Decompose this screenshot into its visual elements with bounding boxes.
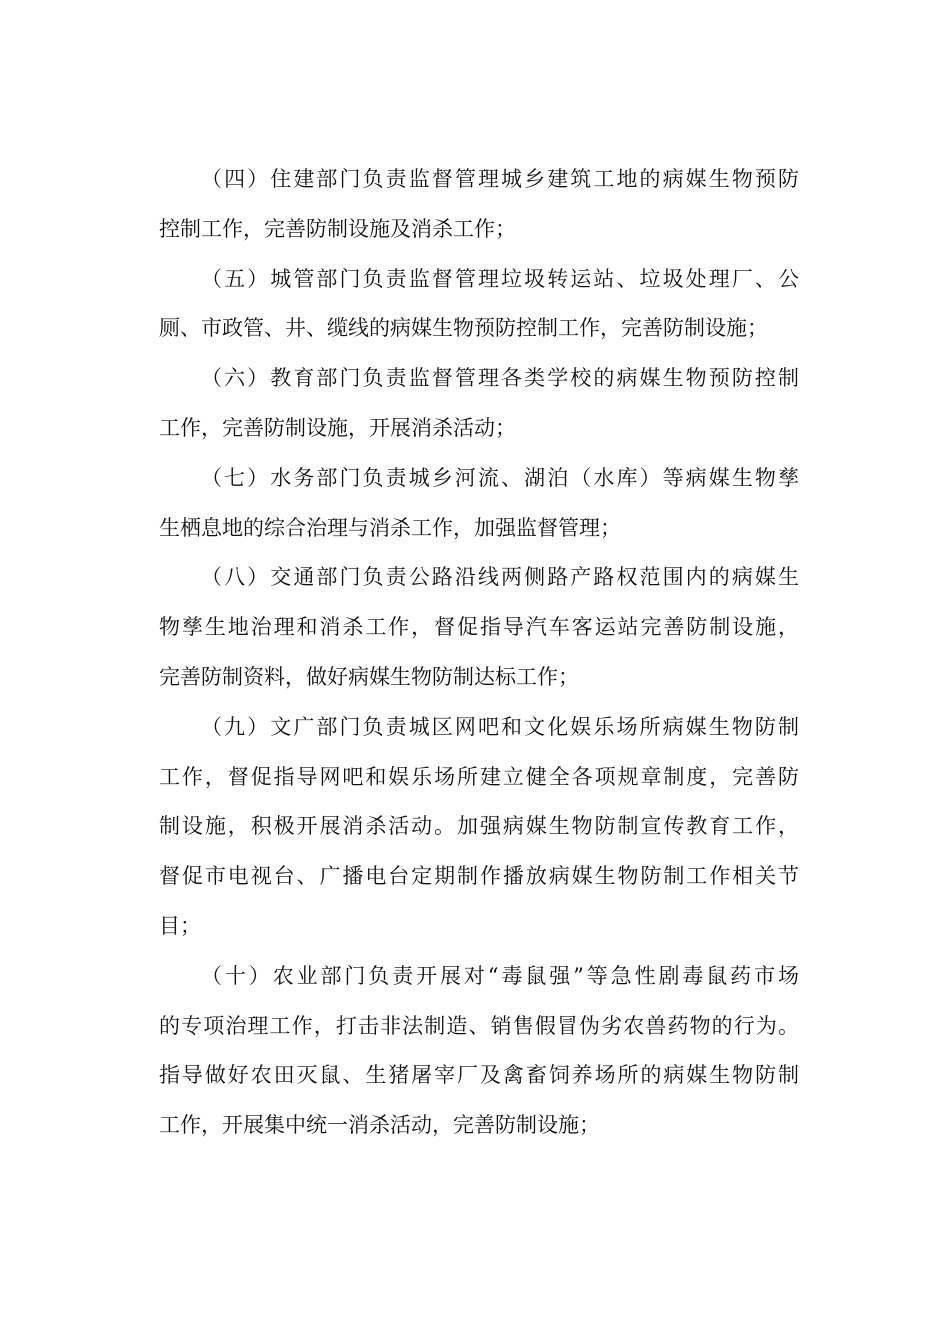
text-line: （十）农业部门负责开展对“毒鼠强”等急性剧毒鼠药市场: [201, 963, 799, 988]
text-line: 控制工作，完善防制设施及消杀工作；: [159, 216, 516, 241]
paragraph-education: [159, 354, 799, 454]
paragraph-transportation: [159, 553, 799, 702]
text-line: 厕、市政管、井、缆线的病媒生物预防控制工作，完善防制设施；: [159, 316, 768, 341]
text-line: 完善防制资料，做好病媒生物防制达标工作；: [159, 664, 579, 689]
text-line: 物孳生地治理和消杀工作，督促指导汽车客运站完善防制设施，: [159, 615, 799, 640]
text-line: 工作，完善防制设施，开展消杀活动；: [159, 415, 516, 440]
text-line: 督促市电视台、广播电台定期制作播放病媒生物防制工作相关节: [159, 864, 799, 889]
paragraph-urban-management: [159, 255, 799, 355]
text-line: 的专项治理工作，打击非法制造、销售假冒伪劣农兽药物的行为。: [159, 1013, 799, 1038]
text-line: （四）住建部门负责监督管理城乡建筑工地的病媒生物预防: [201, 167, 799, 191]
text-line: （五）城管部门负责监督管理垃圾转运站、垃圾处理厂、公: [201, 266, 799, 291]
text-line: （九）文广部门负责城区网吧和文化娱乐场所病媒生物防制: [201, 714, 799, 739]
text-line: 指导做好农田灭鼠、生猪屠宰厂及禽畜饲养场所的病媒生物防制: [159, 1063, 799, 1088]
paragraph-water-affairs: [159, 454, 799, 554]
paragraph-culture-broadcasting: [159, 703, 799, 952]
paragraph-agriculture: [159, 952, 799, 1151]
text-line: 制设施，积极开展消杀活动。加强病媒生物防制宣传教育工作，: [159, 814, 799, 839]
text-line: （八）交通部门负责公路沿线两侧路产路权范围内的病媒生: [201, 565, 799, 590]
text-line: 工作，督促指导网吧和娱乐场所建立健全各项规章制度，完善防: [159, 764, 799, 789]
text-line: 目；: [159, 913, 201, 938]
text-line: 工作，开展集中统一消杀活动，完善防制设施；: [159, 1113, 600, 1138]
text-line: （七）水务部门负责城乡河流、湖泊（水库）等病媒生物孳: [201, 465, 799, 490]
paragraph-housing-construction: [159, 155, 799, 255]
text-line: （六）教育部门负责监督管理各类学校的病媒生物预防控制: [201, 366, 799, 391]
text-line: 生栖息地的综合治理与消杀工作，加强监督管理；: [159, 515, 621, 540]
document-body: [159, 155, 799, 1151]
